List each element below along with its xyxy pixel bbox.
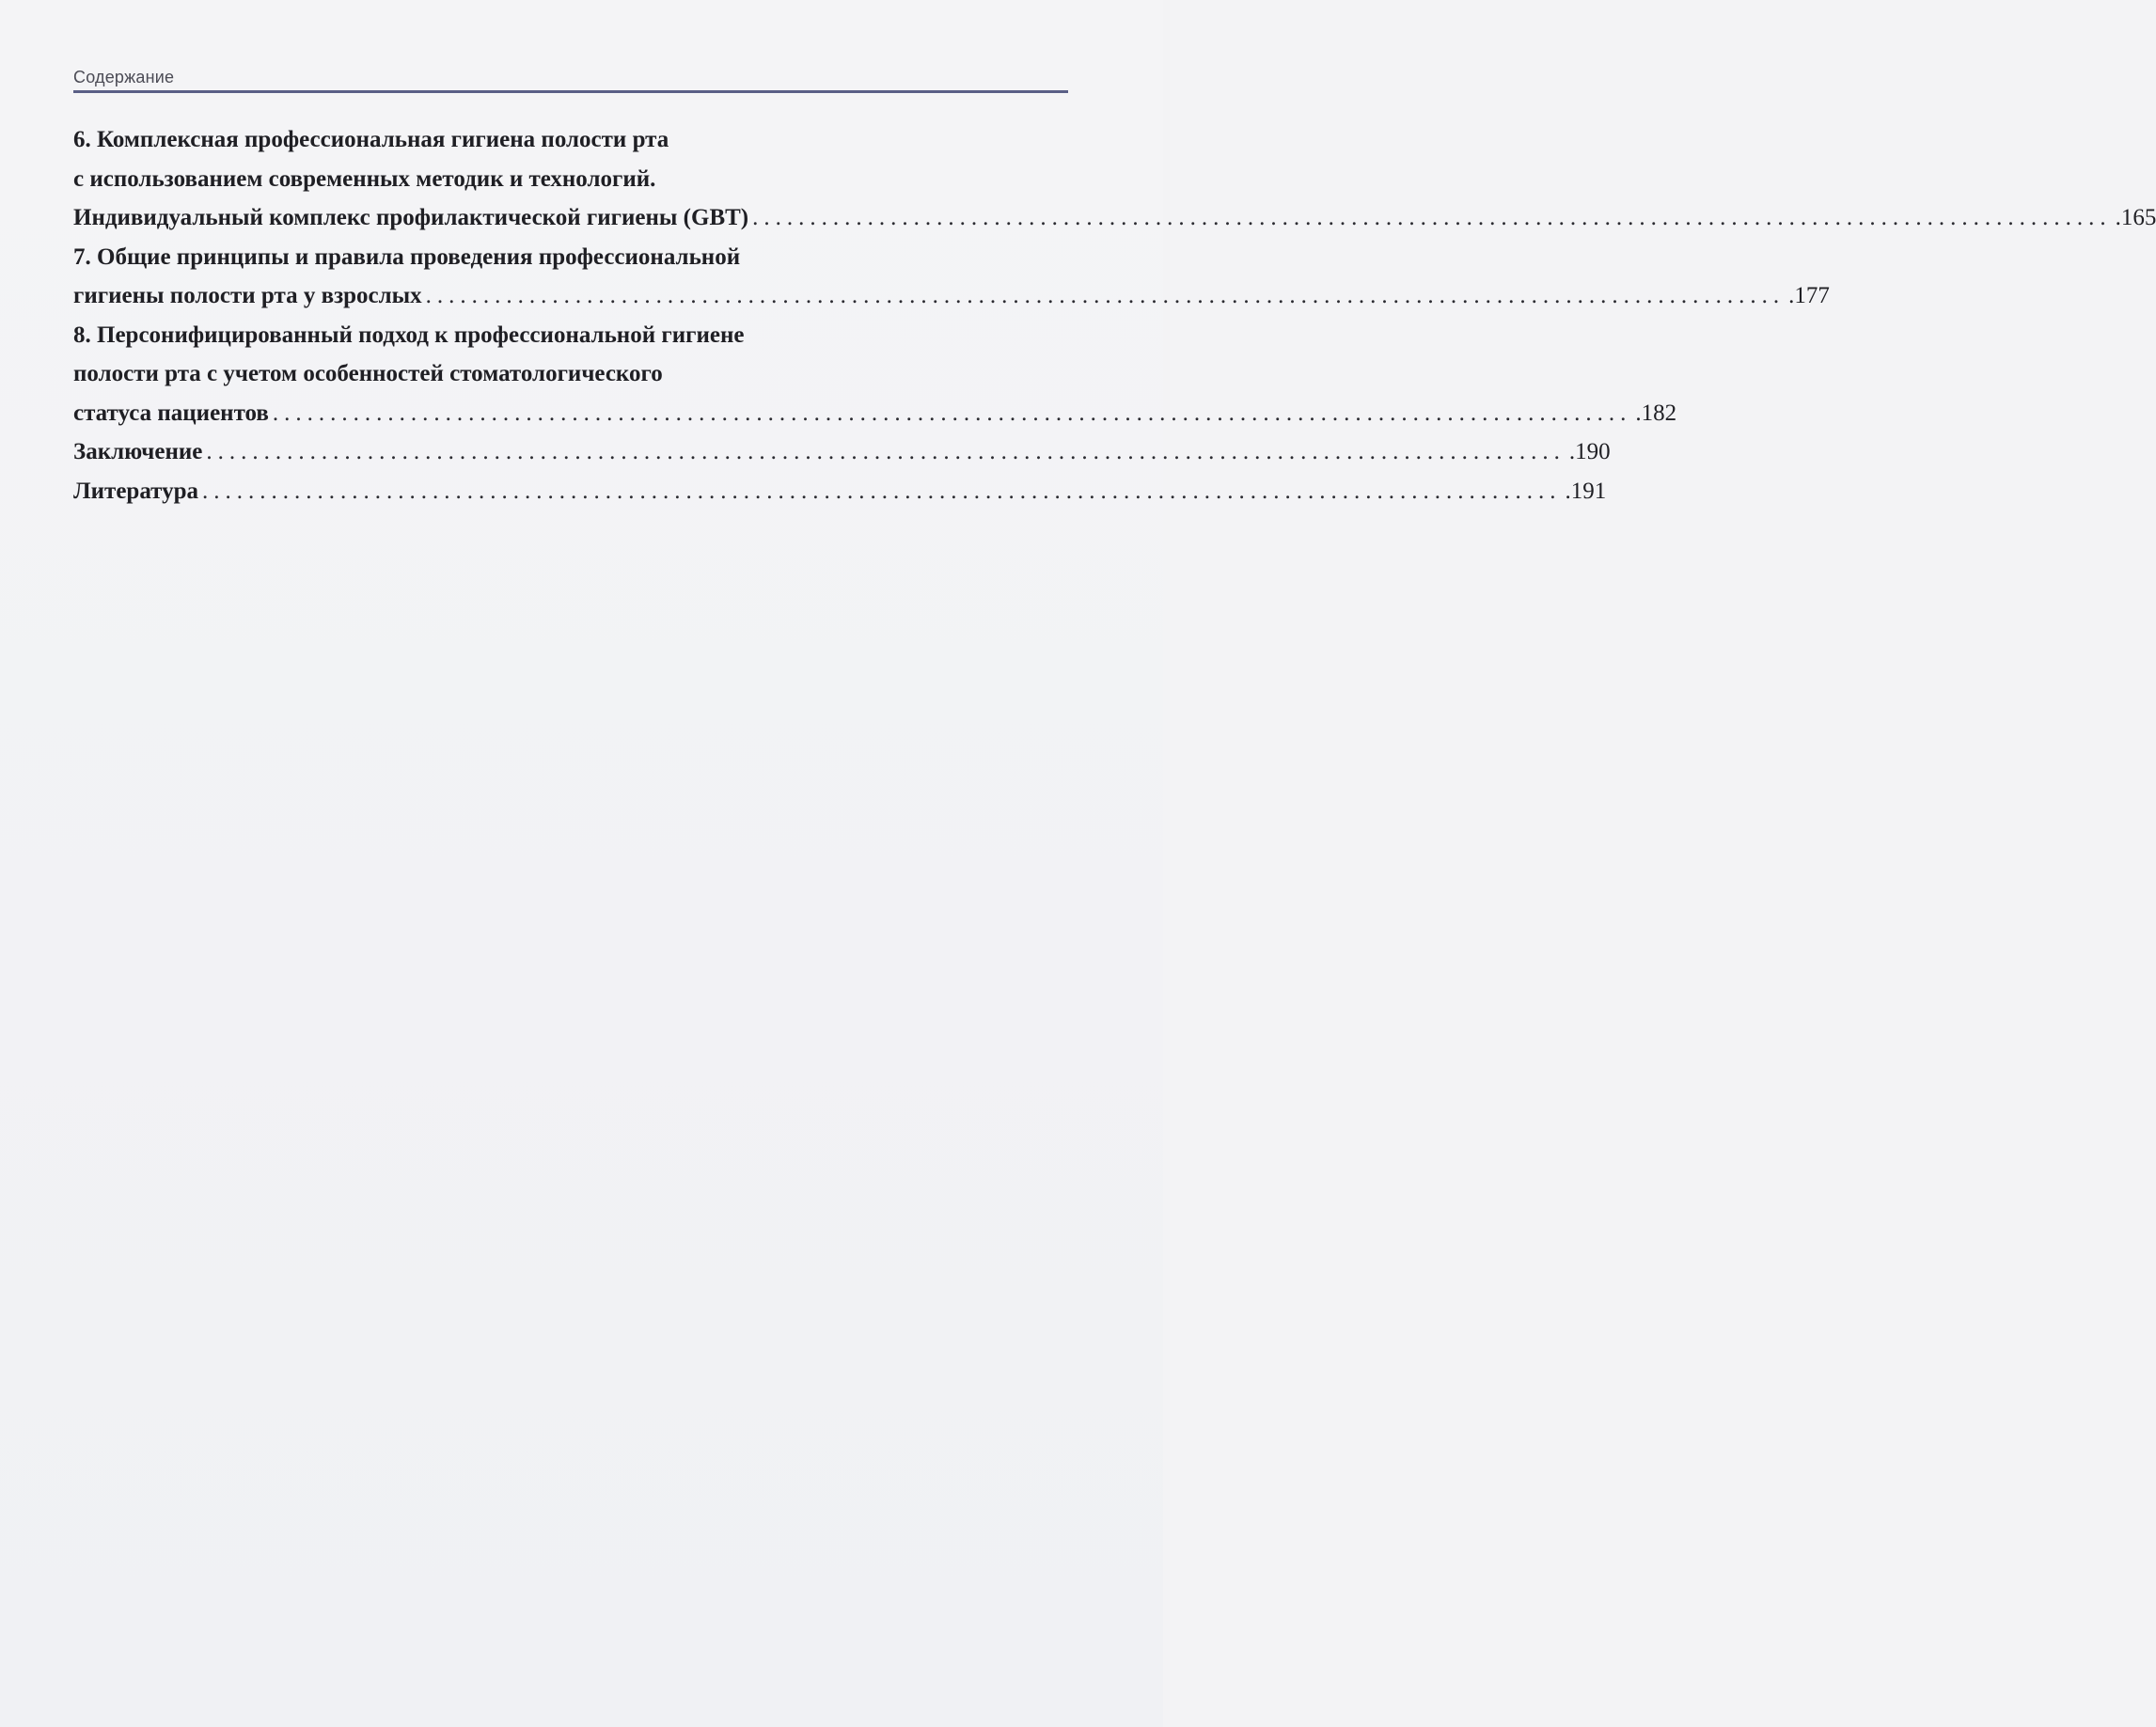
toc-entry-title-line: Заключение <box>73 439 203 464</box>
toc-page-number: .177 <box>1788 283 1830 308</box>
toc-entry-title-line: гигиены полости рта у взрослых <box>73 283 422 308</box>
toc-entry-conclusion[interactable] <box>73 432 1611 472</box>
toc-entry-title-line: 8. Персонифицированный подход к профессиональной гигиене <box>73 322 745 348</box>
dot-leader: ...................................................................................................................... <box>272 400 1632 426</box>
table-of-contents <box>73 120 2156 510</box>
toc-page-number: .182 <box>1635 400 1677 426</box>
toc-entry-title-line: полости рта с учетом особенностей стоматологического <box>73 361 663 386</box>
toc-entry-7[interactable] <box>73 238 1830 316</box>
toc-entry-title-line: 6. Комплексная профессиональная гигиена полости рта <box>73 127 669 152</box>
dot-leader: ...................................................................................................................... <box>202 478 1562 504</box>
toc-entry-6[interactable] <box>73 120 2156 238</box>
toc-entry-title-line: статуса пациентов <box>73 400 269 426</box>
dot-leader: ...................................................................................................................... <box>206 439 1566 464</box>
toc-entry-title-line: 7. Общие принципы и правила проведения профессиональной <box>73 243 741 270</box>
header-rule <box>73 90 1068 93</box>
toc-page-number: .190 <box>1568 439 1611 464</box>
toc-entry-8[interactable] <box>73 316 1677 433</box>
toc-page-number: .191 <box>1565 478 1607 504</box>
toc-entry-title-line: Литература <box>73 478 199 504</box>
toc-page-number: .165 <box>2115 205 2156 230</box>
dot-leader: ...................................................................................................................... <box>752 205 2112 230</box>
running-header: Содержание <box>73 68 175 86</box>
toc-entry-title-line: Индивидуальный комплекс профилактической гигиены (GBT) <box>73 205 749 230</box>
dot-leader: ...................................................................................................................... <box>425 283 1786 308</box>
toc-entry-title-line: с использованием современных методик и технологий. <box>73 165 656 192</box>
toc-entry-references[interactable] <box>73 472 1607 511</box>
